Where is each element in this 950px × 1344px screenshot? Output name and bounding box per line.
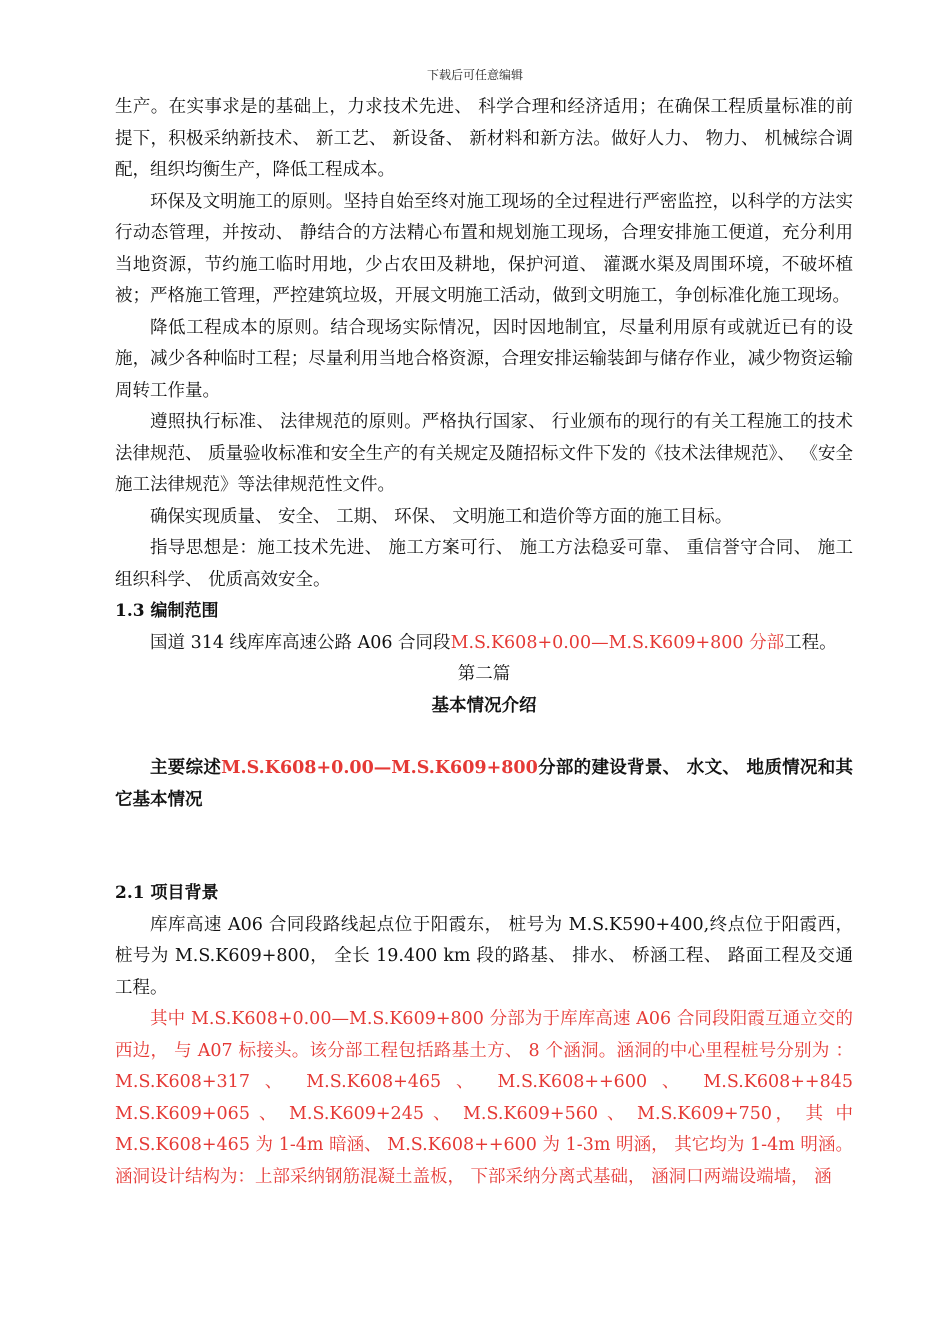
section-1-3-text <box>115 628 853 660</box>
part-2-summary <box>115 753 853 816</box>
scope-text-end: 工程。 <box>784 632 837 653</box>
spacer <box>115 816 853 847</box>
paragraph-guiding: 指导思想是：施工技术先进、 施工方案可行、 施工方法稳妥可靠、 重信誉守合同、 施工组织科学、 优质高效安全。 <box>115 538 853 590</box>
document-body <box>115 92 853 1193</box>
section-2-1-red-paragraph: 其中 M.S.K608+0.00—M.S.K609+800 分部为于库库高速 A06 合同段阳霞互通立交的西边， 与 A07 标接头。该分部工程包括路基土方、 8 个涵洞。涵洞的中心里程桩号分别为 ： M.S.K608+317 、 M.S.K608+465 、 M.S.K608++600 、 M.S.K608++845 M.S.K609+065 、 M.S.K609+245 、 M.S.K609+560 、 M.S.K609+750， 其 中 M.S.K608+465 为 1-4m 暗涵、 M.S.K608++600 为 1-3m 明涵， 其它均为 1-4m 明涵。涵洞设计结构为：上部采纳钢筋混凝土盖板， 下部采纳分离式基础， 涵洞口两端设端墙， 涵 <box>115 1009 853 1187</box>
summary-end: 分部的建设背景、 水文、 地质情况和其它基本情况 <box>115 758 854 810</box>
scope-text-red: M.S.K608+0.00—M.S.K609+800 分部 <box>450 632 785 653</box>
section-2-1-heading: 2.1 项目背景 <box>115 883 219 903</box>
section-2-1-paragraph: 库库高速 A06 合同段路线起点位于阳霞东， 桩号为 M.S.K590+400,终点位于阳霞西，桩号为 M.S.K609+800， 全长 19.400 km 段的路基、 排水、 桥涵工程、 路面工程及交通工程。 <box>115 914 853 998</box>
summary-start: 主要综述 <box>150 758 222 778</box>
section-1-3-heading: 1.3 编制范围 <box>115 601 219 621</box>
spacer <box>115 847 853 878</box>
paragraph-goals: 确保实现质量、 安全、 工期、 环保、 文明施工和造价等方面的施工目标。 <box>150 506 733 527</box>
scope-text-start: 国道 314 线库库高速公路 A06 合同段 <box>150 632 451 653</box>
spacer <box>115 722 853 753</box>
paragraph-cost: 降低工程成本的原则。结合现场实际情况，因时因地制宜，尽量利用原有或就近已有的设施，减少各种临时工程；尽量利用当地合格资源，合理安排运输装卸与储存作业，减少物资运输周转工作量。 <box>115 317 853 401</box>
page-header: 下载后可任意编辑 <box>426 68 523 82</box>
part-2-title: 基本情况介绍 <box>431 695 537 716</box>
paragraph-standards: 遵照执行标准、 法律规范的原则。严格执行国家、 行业颁布的现行的有关工程施工的技术法律规范、 质量验收标准和安全生产的有关规定及随招标文件下发的《技术法律规范》、 《安全施工法律规范》等法律规范性文件。 <box>115 412 853 495</box>
summary-red: M.S.K608+0.00—M.S.K609+800 <box>221 758 538 778</box>
part-2-label: 第二篇 <box>457 664 511 684</box>
paragraph-environment: 环保及文明施工的原则。坚持自始至终对施工现场的全过程进行严密监控，以科学的方法实行动态管理，并按动、 静结合的方法精心布置和规划施工现场，合理安排施工便道，充分利用当地资源，节约施工临时用地，少占农田及耕地，保护河道、 灌溉水渠及周围环境，不破坏植被；严格施工管理，严控建筑垃圾，开展文明施工活动，做到文明施工，争创标准化施工现场。 <box>115 191 853 306</box>
paragraph-continuation: 生产。在实事求是的基础上，力求技术先进、 科学合理和经济适用；在确保工程质量标准的前提下，积极采纳新技术、 新工艺、 新设备、 新材料和新方法。做好人力、 物力、 机械综合调配，组织均衡生产，降低工程成本。 <box>115 97 853 180</box>
